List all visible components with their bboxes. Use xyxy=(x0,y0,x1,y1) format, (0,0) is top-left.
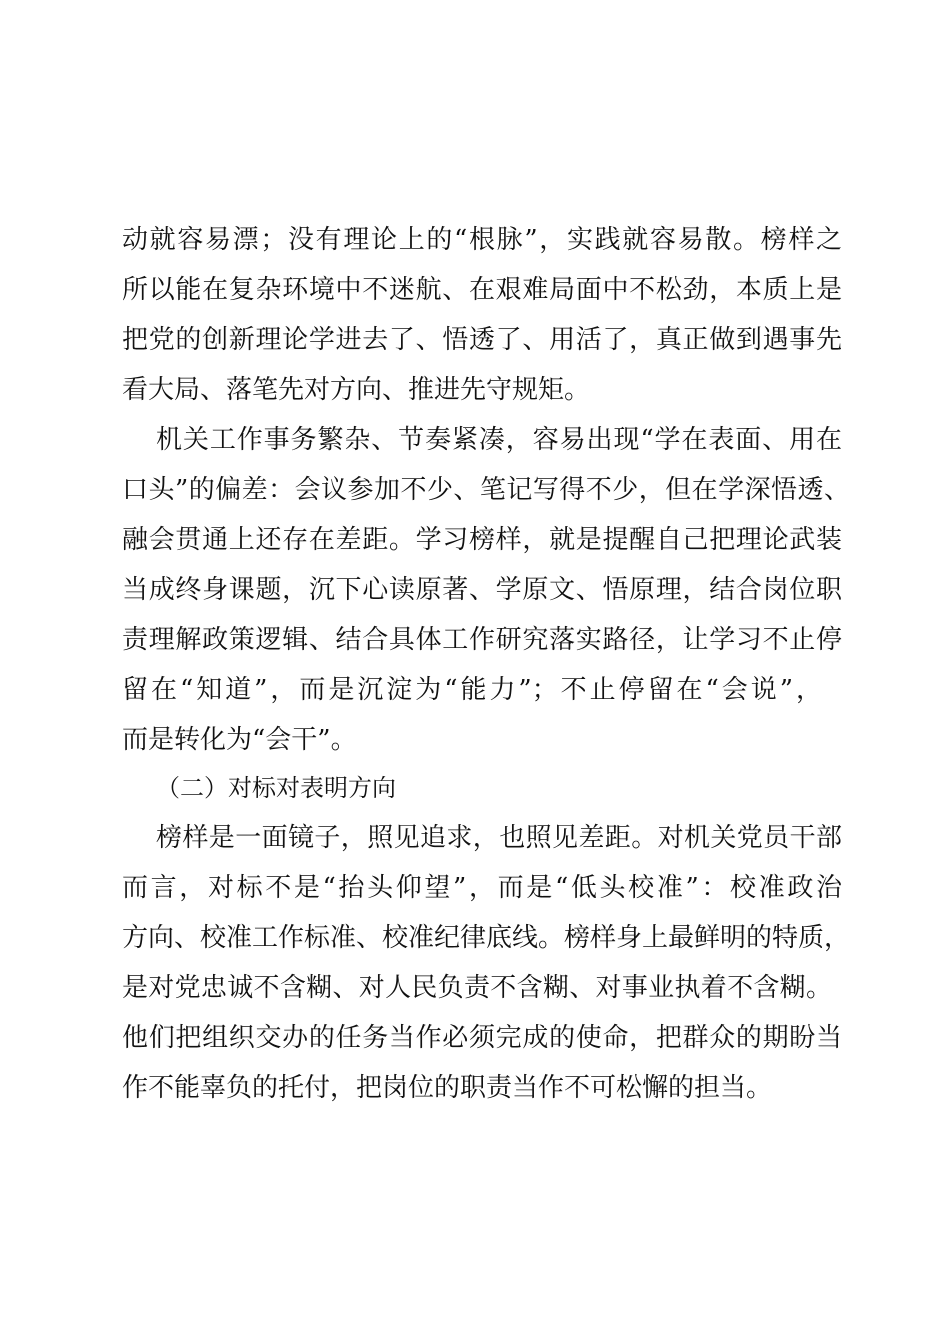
paragraph-2-line-6: 留在“知道”，而是沉淀为“能力”；不止停留在“会说”， xyxy=(122,675,822,705)
paragraph-3-line-5: 他们把组织交办的任务当作必须完成的使命，把群众的期盼当 xyxy=(122,1023,842,1053)
paragraph-3-line-6: 作不能辜负的托付，把岗位的职责当作不可松懈的担当。 xyxy=(122,1073,773,1103)
paragraph-3-line-1: 榜样是一面镜子，照见追求，也照见差距。对机关党员干部 xyxy=(156,823,842,853)
paragraph-3-line-4: 是对党忠诚不含糊、对人民负责不含糊、对事业执着不含糊。 xyxy=(122,973,832,1003)
paragraph-1-line-3: 把党的创新理论学进去了、悟透了、用活了，真正做到遇事先 xyxy=(122,325,842,355)
paragraph-2-line-4: 当成终身课题，沉下心读原著、学原文、悟原理，结合岗位职 xyxy=(122,575,842,605)
paragraph-2-line-2: 口头”的偏差：会议参加不少、笔记写得不少，但在学深悟透、 xyxy=(122,475,850,505)
paragraph-2-line-7: 而是转化为“会干”。 xyxy=(122,725,357,755)
paragraph-1-line-2: 所以能在复杂环境中不迷航、在艰难局面中不松劲，本质上是 xyxy=(122,275,842,305)
paragraph-3-line-3: 方向、校准工作标准、校准纪律底线。榜样身上最鲜明的特质， xyxy=(122,923,851,953)
paragraph-1-line-4: 看大局、落笔先对方向、推进先守规矩。 xyxy=(122,375,591,405)
paragraph-2-line-3: 融会贯通上还存在差距。学习榜样，就是提醒自己把理论武装 xyxy=(122,525,842,555)
paragraph-2-line-5: 责理解政策逻辑、结合具体工作研究落实路径，让学习不止停 xyxy=(122,625,842,655)
paragraph-3-line-2: 而言，对标不是“抬头仰望”，而是“低头校准”：校准政治 xyxy=(122,873,842,903)
paragraph-2-line-1: 机关工作事务繁杂、节奏紧凑，容易出现“学在表面、用在 xyxy=(156,425,842,455)
paragraph-1-line-1: 动就容易漂；没有理论上的“根脉”，实践就容易散。榜样之 xyxy=(122,225,842,255)
section-heading: （二）对标对表明方向 xyxy=(156,774,396,802)
